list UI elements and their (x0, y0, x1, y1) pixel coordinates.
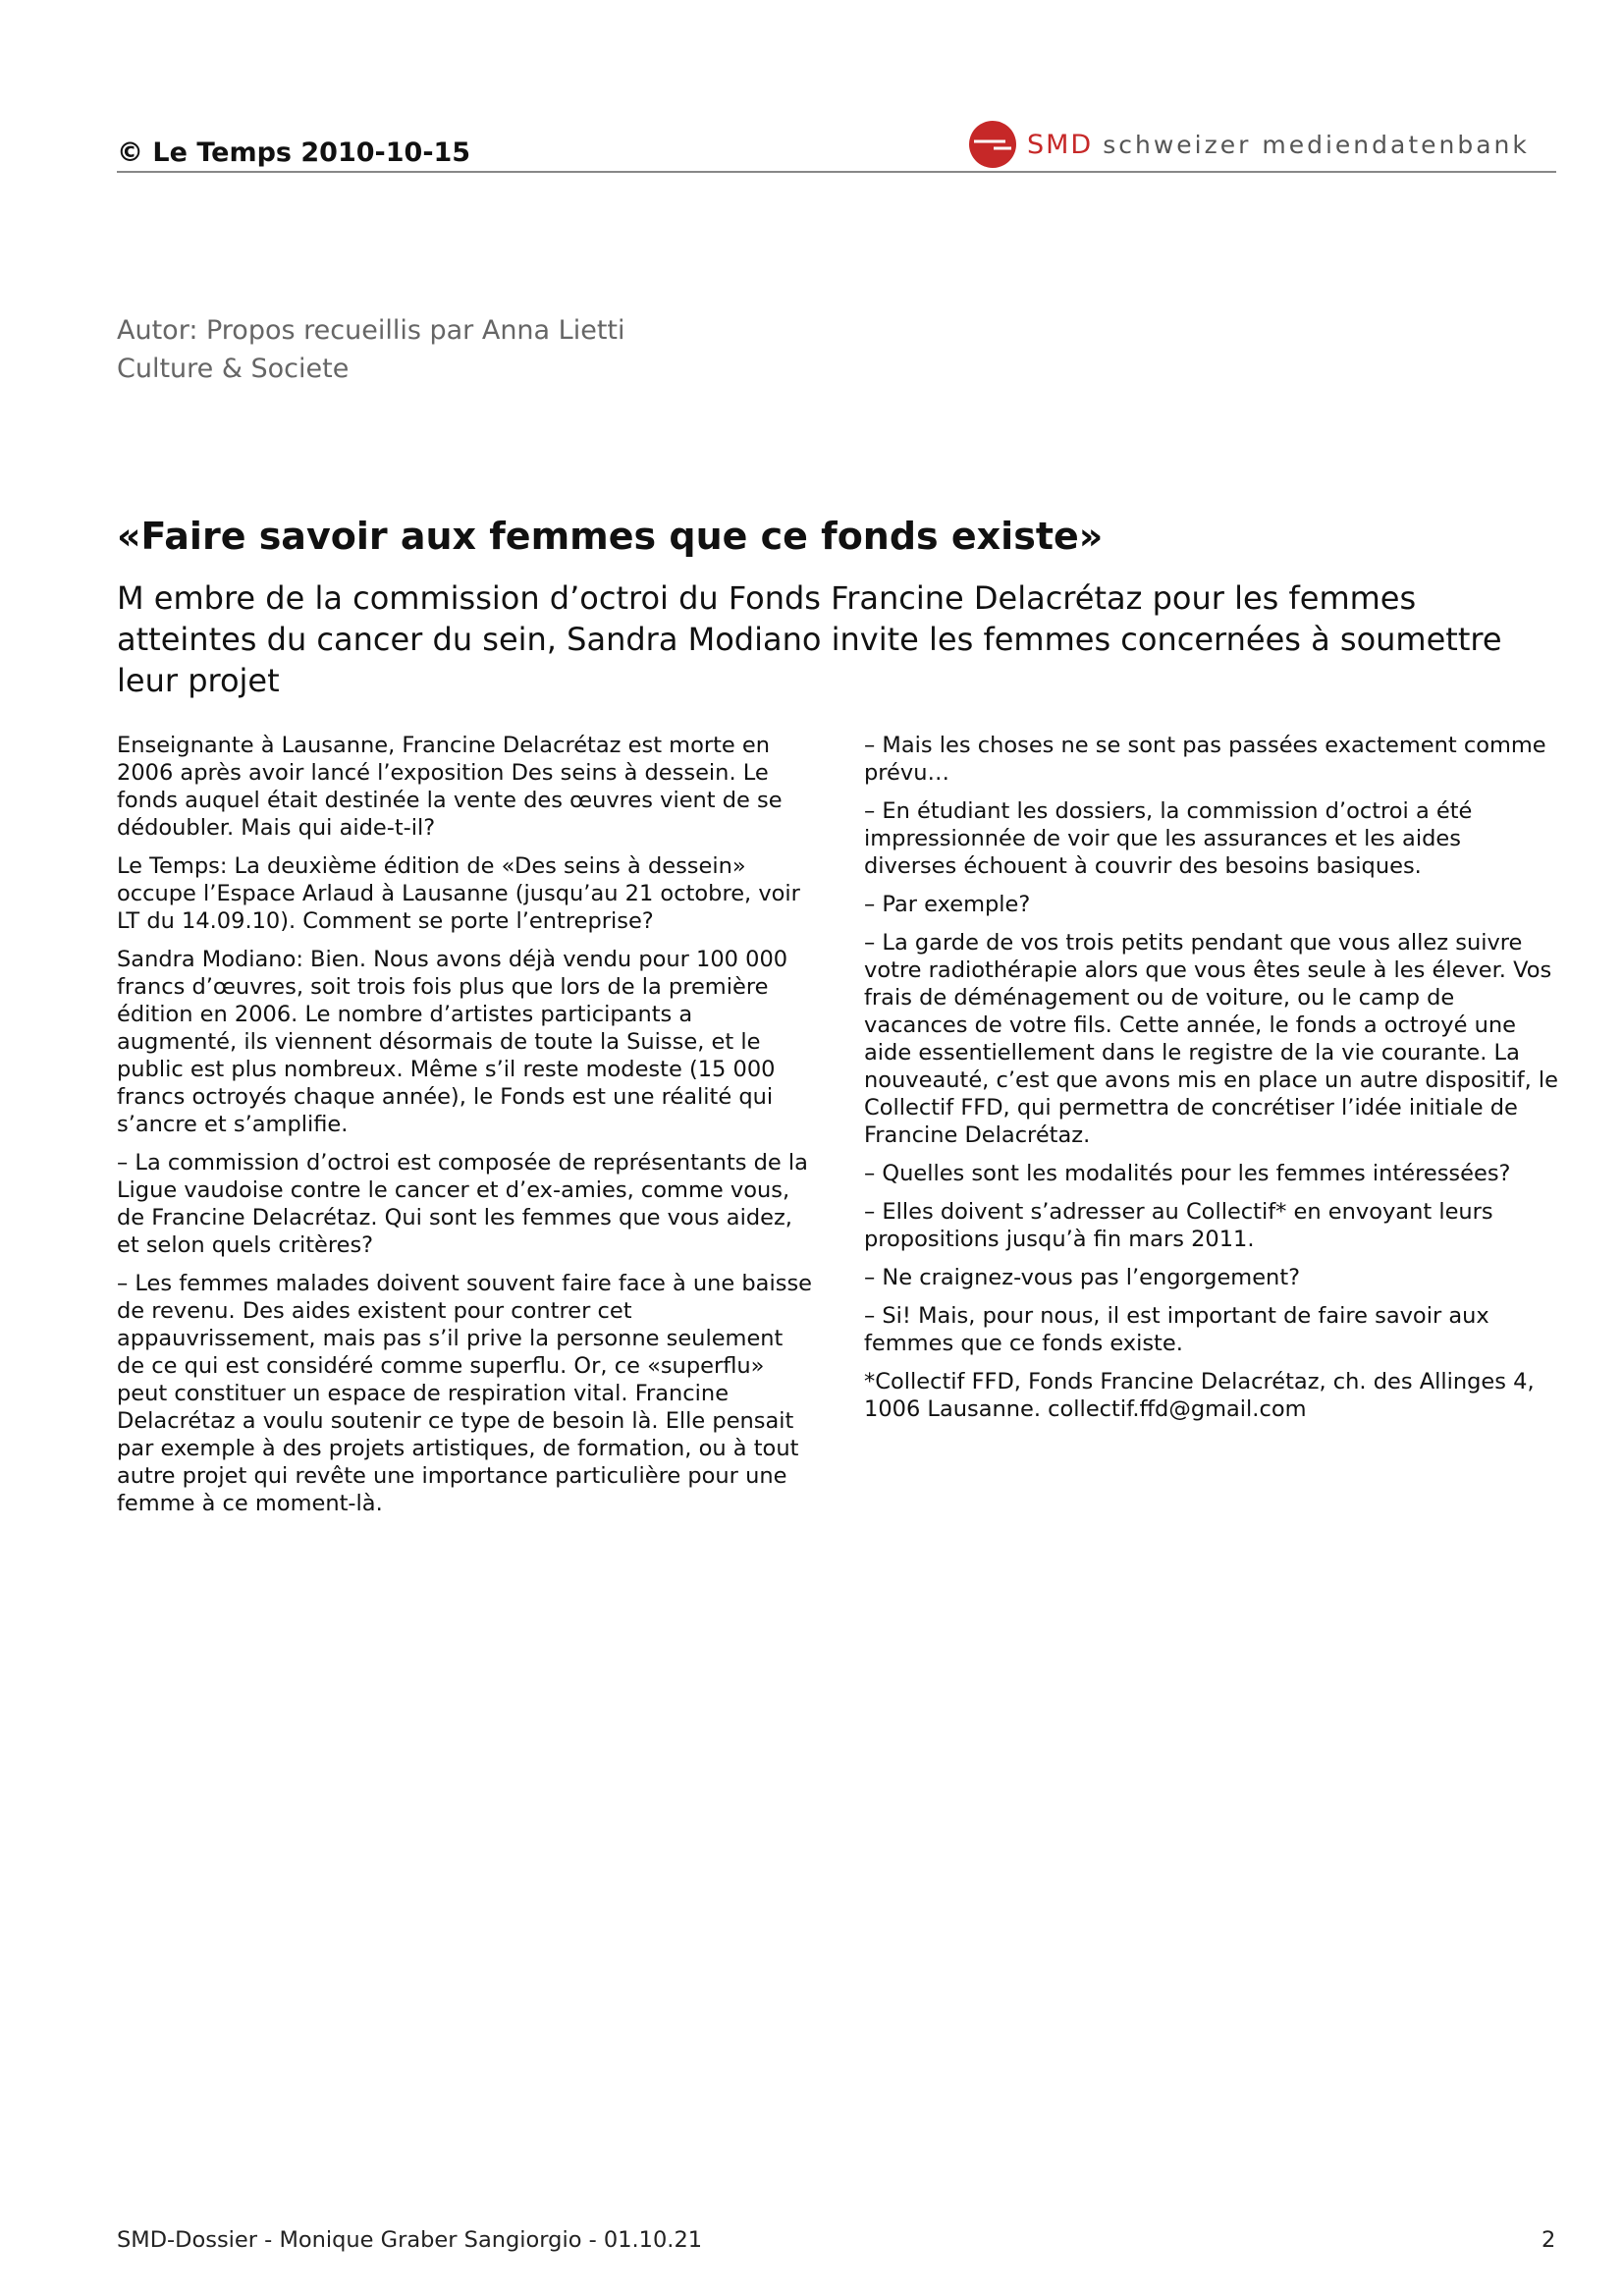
paragraph: – Quelles sont les modalités pour les femmes intéressées? (864, 1161, 1511, 1186)
paragraph: Sandra Modiano: Bien. Nous avons déjà vendu pour 100 000 francs d’œuvres, soit trois fois plus que lors de la première édition en 2006. Le nombre d’artistes participants a augmenté, ils viennent désormais de toute la Suisse, et le public est plus nombreux. Même s’il reste modeste (15 000 francs octroyés chaque année), le Fonds est une réalité qui s’ancre et s’amplifie. (117, 947, 788, 1137)
right-column (864, 732, 1559, 1434)
paragraph: – Mais les choses ne se sont pas passées exactement comme prévu… (864, 733, 1546, 786)
paragraph: – Ne craignez-vous pas l’engorgement? (864, 1265, 1301, 1290)
logo-name: schweizer mediendatenbank (1103, 130, 1530, 159)
header-divider (117, 171, 1556, 173)
paragraph: – La garde de vos trois petits pendant que vous allez suivre votre radiothérapie alors que vous êtes seule à les élever. Vos frais de déménagement ou de voiture, ou le camp de vacances de votre fils. Cette année, le fonds a octroyé une aide essentiellement dans le registre de la vie courante. La nouveauté, c’est que avons mis en place un autre dispositif, le Collectif FFD, qui permettra de concrétiser l’idée initiale de Francine Delacrétaz. (864, 930, 1559, 1148)
paragraph: – La commission d’octroi est composée de représentants de la Ligue vaudoise contre le cancer et d’ex-amies, comme vous, de Francine Delacrétaz. Qui sont les femmes que vous aidez, et selon quels critères? (117, 1150, 808, 1258)
smd-logo (968, 120, 1530, 169)
paragraph: Enseignante à Lausanne, Francine Delacrétaz est morte en 2006 après avoir lancé l’exposition Des seins à dessein. Le fonds auquel était destinée la vente des œuvres vient de se dédoubler. Mais qui aide-t-il? (117, 733, 783, 841)
contact-note: *Collectif FFD, Fonds Francine Delacrétaz, ch. des Allinges 4, 1006 Lausanne. collectif.ffd@gmail.com (864, 1369, 1535, 1422)
smd-logo-icon (968, 120, 1017, 169)
paragraph: – En étudiant les dossiers, la commission d’octroi a été impressionnée de voir que les assurances et les aides diverses échouent à couvrir des besoins basiques. (864, 798, 1473, 879)
paragraph: – Si! Mais, pour nous, il est important de faire savoir aux femmes que ce fonds existe. (864, 1303, 1489, 1356)
footer-dossier: SMD-Dossier - Monique Graber Sangiorgio - 01.10.21 (117, 2227, 703, 2253)
page-number: 2 (1542, 2227, 1556, 2253)
paragraph: – Les femmes malades doivent souvent faire face à une baisse de revenu. Des aides existent pour contrer cet appauvrissement, mais pas s’il prive la personne seulement de ce qui est considéré comme superflu. Or, ce «superflu» peut constituer un espace de respiration vital. Francine Delacrétaz a voulu soutenir ce type de besoin là. Elle pensait par exemple à des projets artistiques, de formation, ou à tout autre projet qui revête une importance particulière pour une femme à ce moment-là. (117, 1271, 813, 1516)
header-source-date: © Le Temps 2010-10-15 (117, 137, 471, 168)
author-line: Autor: Propos recueillis par Anna Lietti (117, 315, 625, 346)
article-title: «Faire savoir aux femmes que ce fonds existe» (117, 515, 1104, 558)
logo-acronym: SMD (1027, 129, 1094, 160)
paragraph: – Par exemple? (864, 892, 1031, 917)
paragraph: – Elles doivent s’adresser au Collectif* en envoyant leurs propositions jusqu’à fin mars 2011. (864, 1199, 1493, 1252)
left-column (117, 732, 812, 1528)
paragraph: Le Temps: La deuxième édition de «Des seins à dessein» occupe l’Espace Arlaud à Lausanne (jusqu’au 21 octobre, voir LT du 14.09.10). Comment se porte l’entreprise? (117, 853, 800, 934)
article-meta (117, 311, 625, 388)
section-line: Culture & Societe (117, 354, 350, 384)
article-lead: M embre de la commission d’octroi du Fonds Francine Delacrétaz pour les femmes atteintes du cancer du sein, Sandra Modiano invite les femmes concernées à soumettre leur projet (117, 579, 1502, 699)
